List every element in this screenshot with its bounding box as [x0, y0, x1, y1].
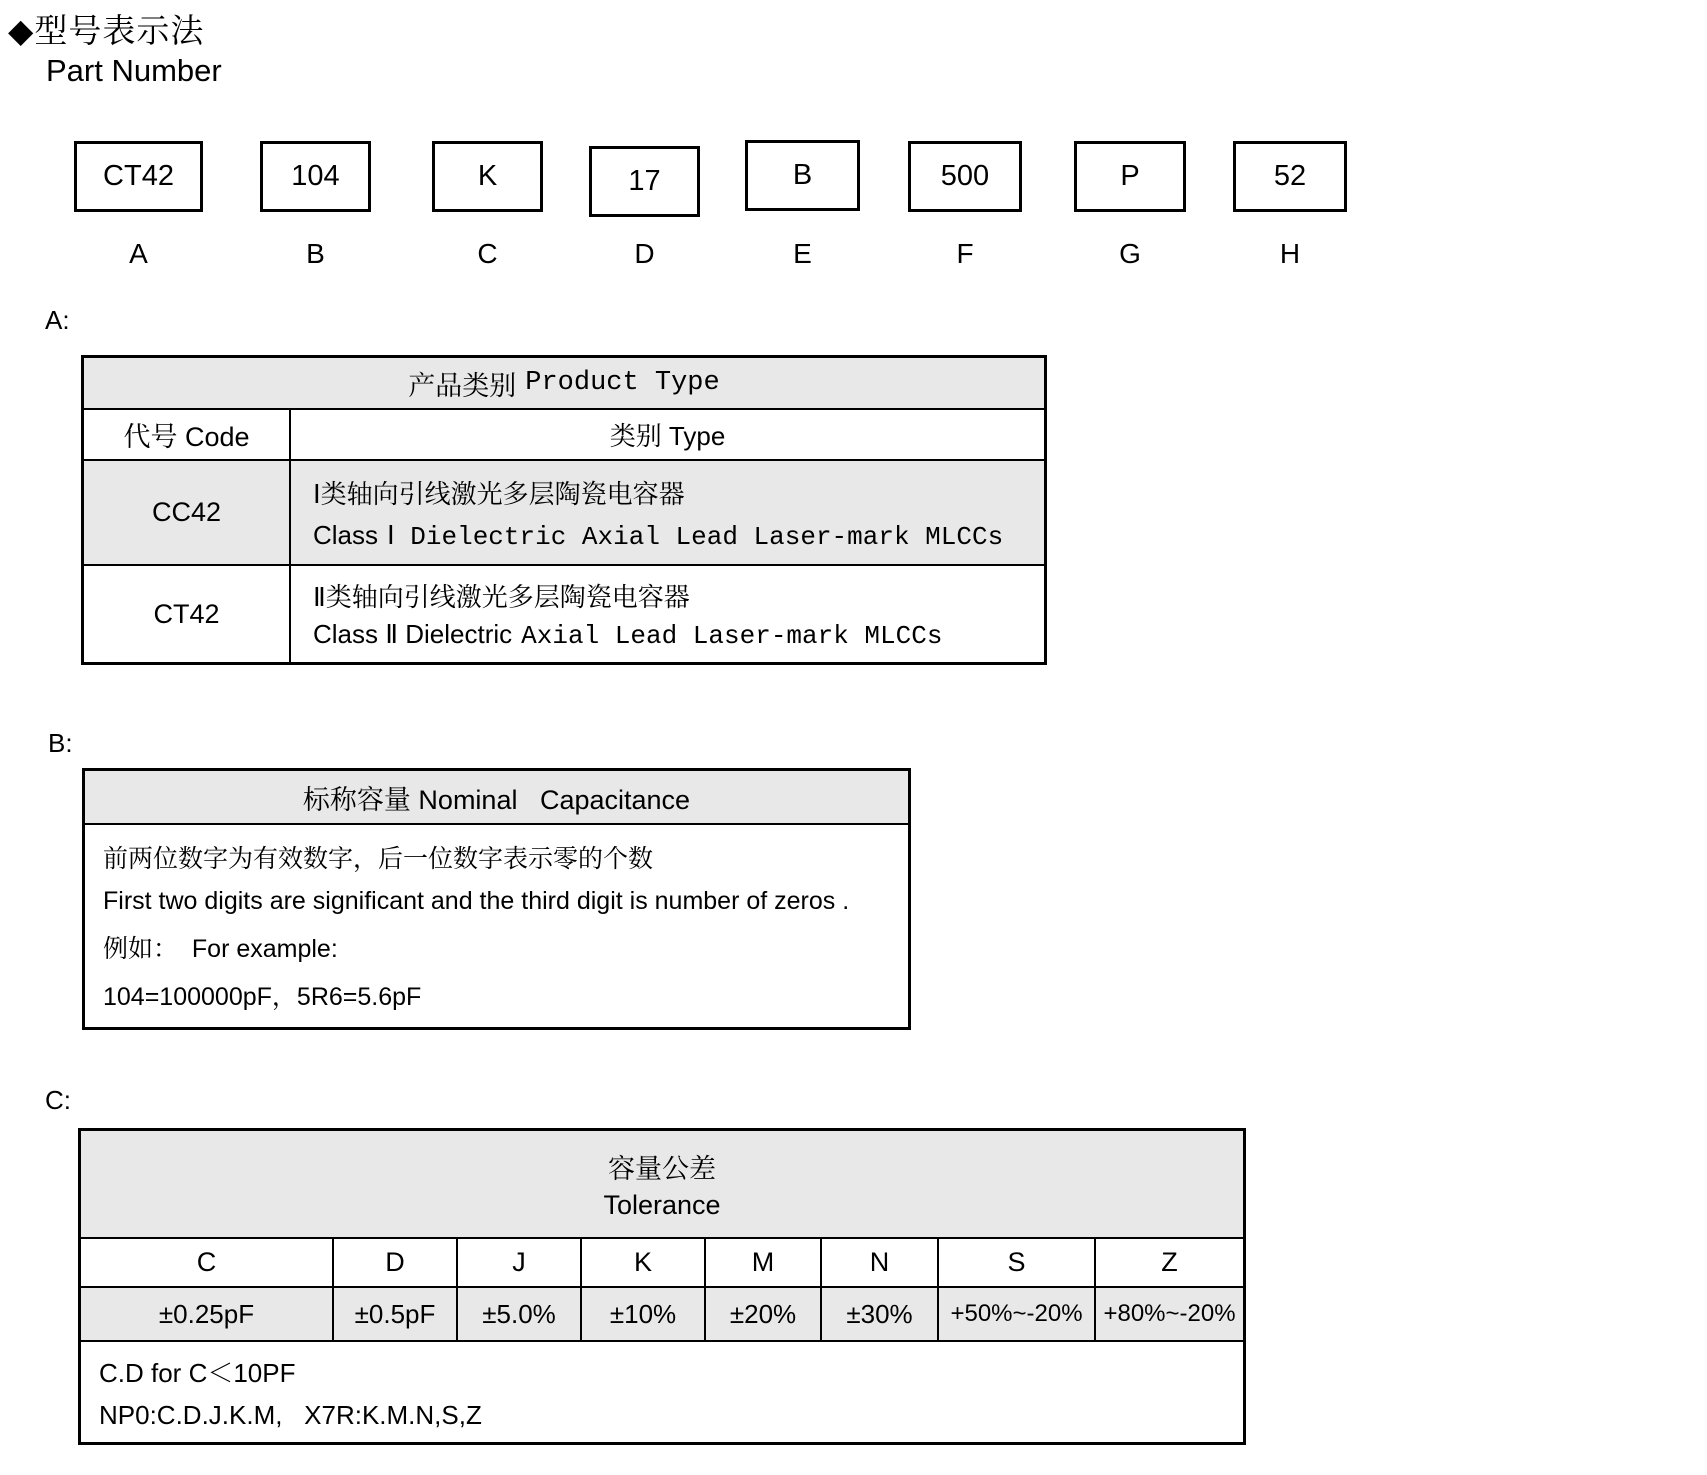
part-code-box-h — [1233, 141, 1347, 212]
nominal-capacitance-header: 标称容量 Nominal Capacitance — [85, 771, 908, 825]
code-column-header: 代号 Code — [84, 410, 291, 459]
product-type-title-en: Product Type — [525, 368, 720, 398]
nominal-capacitance-body — [85, 825, 908, 1027]
part-code-box-b — [260, 141, 371, 212]
part-code-e: B — [792, 159, 813, 191]
tolerance-title-en: Tolerance — [603, 1190, 721, 1220]
part-code-a: CT42 — [103, 160, 174, 192]
tolerance-value: +80%~-20% — [1103, 1300, 1236, 1327]
tolerance-code: C — [81, 1239, 334, 1286]
tolerance-code: M — [706, 1239, 822, 1286]
part-code-box-e — [745, 140, 860, 211]
tolerance-value: ±20% — [706, 1288, 822, 1340]
capacitance-rule-zh: 前两位数字为有效数字，后一位数字表示零的个数 — [103, 845, 654, 874]
tolerance-value: ±0.5pF — [334, 1288, 458, 1340]
nominal-capacitance-table — [82, 768, 911, 1030]
part-code-box-a — [74, 141, 203, 212]
tolerance-code: Z — [1161, 1247, 1178, 1277]
part-code-d: 17 — [628, 165, 661, 197]
part-code-box-f — [908, 141, 1022, 212]
product-desc-ct42-en — [313, 619, 1034, 651]
product-desc-ct42-en-class: Class Ⅱ Dielectric — [313, 619, 513, 650]
tolerance-code: N — [822, 1239, 939, 1286]
page-title-zh: ◆型号表示法 — [8, 12, 205, 49]
product-type-subheader-row — [84, 410, 1044, 461]
tolerance-table — [78, 1128, 1246, 1445]
part-code-box-d — [589, 146, 700, 217]
product-type-table-header — [84, 358, 1044, 410]
tolerance-title-zh: 容量公差 — [608, 1154, 716, 1184]
tolerance-code-row — [81, 1239, 1243, 1288]
position-label-b: B — [306, 238, 325, 269]
type-column-header: 类别 Type — [609, 421, 726, 451]
tolerance-note-np0-x7r: NP0:C.D.J.K.M, X7R:K.M.N,S,Z — [99, 1400, 482, 1430]
product-type-title-zh: 产品类别 — [408, 370, 517, 401]
part-code-h: 52 — [1273, 160, 1307, 192]
tolerance-value: ±30% — [822, 1288, 939, 1340]
page-title-en: Part Number — [46, 53, 222, 88]
tolerance-value: ±5.0% — [458, 1288, 582, 1340]
position-label-f: F — [956, 238, 974, 269]
product-desc-cc42-zh: Ⅰ类轴向引线激光多层陶瓷电容器 — [313, 478, 685, 509]
position-label-g: G — [1119, 238, 1141, 269]
part-code-box-c — [432, 141, 543, 212]
capacitance-example-label: 例如： For example: — [103, 934, 338, 963]
product-desc-ct42 — [291, 566, 1044, 662]
product-code-cc42: CC42 — [84, 461, 291, 564]
section-b-label: B: — [48, 728, 73, 758]
tolerance-table-header — [81, 1131, 1243, 1239]
tolerance-code: K — [582, 1239, 706, 1286]
tolerance-note-cd: C.D for C＜10PF — [99, 1358, 296, 1388]
product-desc-ct42-zh: Ⅱ类轴向引线激光多层陶瓷电容器 — [313, 581, 690, 612]
section-a-label: A: — [45, 305, 70, 335]
table-row — [84, 461, 1044, 566]
tolerance-code: D — [334, 1239, 458, 1286]
tolerance-notes — [81, 1342, 1243, 1442]
tolerance-value: ±10% — [582, 1288, 706, 1340]
part-code-box-g — [1074, 141, 1186, 212]
position-label-e: E — [793, 238, 812, 269]
product-desc-cc42 — [291, 461, 1044, 564]
part-code-g: P — [1120, 160, 1140, 192]
product-desc-cc42-en-rest: Ⅰ Dielectric Axial Lead Laser-mark MLCCs — [387, 521, 1004, 552]
position-label-d: D — [634, 238, 655, 269]
capacitance-rule-en: First two digits are significant and the third digit is number of zeros . — [103, 887, 850, 916]
tolerance-code: J — [458, 1239, 582, 1286]
tolerance-value: ±0.25pF — [81, 1288, 334, 1340]
product-code-ct42: CT42 — [84, 566, 291, 662]
product-desc-cc42-en-class: Class — [313, 519, 379, 550]
table-row — [84, 566, 1044, 662]
part-code-f: 500 — [940, 160, 990, 192]
position-label-c: C — [477, 238, 498, 269]
product-type-table — [81, 355, 1047, 665]
product-desc-ct42-en-rest: Axial Lead Laser-mark MLCCs — [521, 621, 943, 652]
capacitance-example-value: 104=100000pF，5R6=5.6pF — [103, 982, 422, 1011]
tolerance-code: S — [939, 1239, 1096, 1286]
tolerance-value: +50%~-20% — [939, 1288, 1096, 1340]
part-code-c: K — [477, 160, 498, 192]
tolerance-value-row — [81, 1288, 1243, 1342]
section-c-label: C: — [45, 1085, 71, 1115]
position-label-h: H — [1279, 238, 1301, 269]
product-desc-cc42-en — [313, 520, 1034, 552]
position-label-a: A — [129, 238, 148, 269]
part-code-b: 104 — [291, 160, 340, 192]
